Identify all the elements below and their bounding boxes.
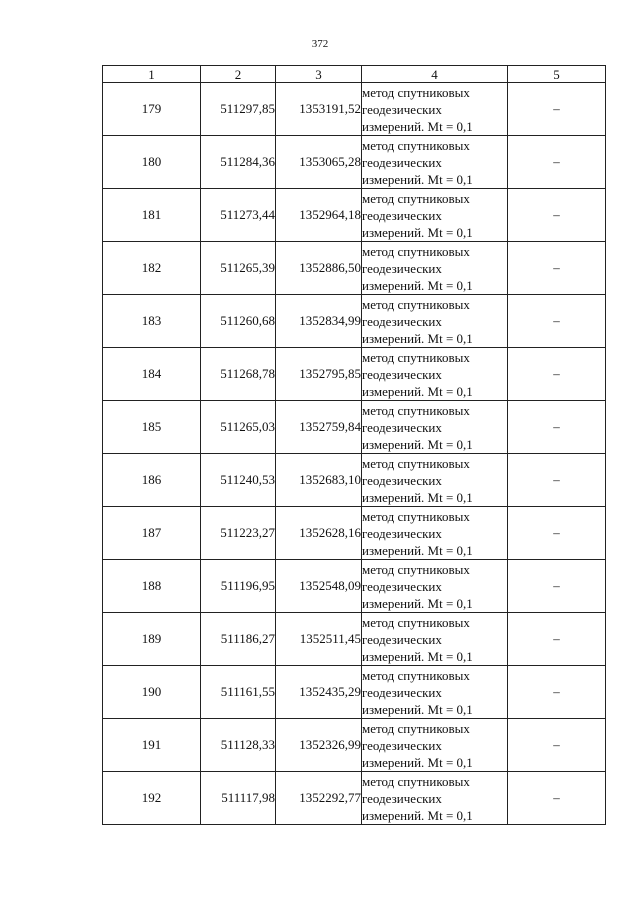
method-cell bbox=[362, 507, 508, 560]
x-coordinate-cell: 511265,39 bbox=[201, 242, 276, 295]
point-number-cell: 192 bbox=[103, 772, 201, 825]
point-number-cell: 180 bbox=[103, 136, 201, 189]
point-number-cell: 182 bbox=[103, 242, 201, 295]
point-number-cell: 179 bbox=[103, 83, 201, 136]
table-row bbox=[103, 719, 606, 772]
method-cell bbox=[362, 666, 508, 719]
x-coordinate-cell: 511268,78 bbox=[201, 348, 276, 401]
note-cell: – bbox=[508, 401, 606, 454]
method-line: метод спутниковых bbox=[362, 137, 470, 153]
method-line: измерений. Mt = 0,1 bbox=[362, 648, 473, 664]
point-number-cell: 190 bbox=[103, 666, 201, 719]
table-row bbox=[103, 295, 606, 348]
table-row bbox=[103, 666, 606, 719]
method-line: метод спутниковых bbox=[362, 243, 470, 259]
method-line: измерений. Mt = 0,1 bbox=[362, 595, 473, 611]
method-line: геодезических bbox=[362, 684, 442, 700]
method-cell bbox=[362, 454, 508, 507]
coordinates-table bbox=[102, 65, 606, 825]
y-coordinate-cell: 1352795,85 bbox=[276, 348, 362, 401]
method-line: геодезических bbox=[362, 790, 442, 806]
column-header-1: 1 bbox=[103, 66, 201, 83]
note-cell: – bbox=[508, 83, 606, 136]
note-cell: – bbox=[508, 613, 606, 666]
method-cell bbox=[362, 401, 508, 454]
method-cell bbox=[362, 772, 508, 825]
y-coordinate-cell: 1352886,50 bbox=[276, 242, 362, 295]
table-header-row bbox=[103, 66, 606, 83]
method-line: измерений. Mt = 0,1 bbox=[362, 807, 473, 823]
note-cell: – bbox=[508, 772, 606, 825]
method-line: геодезических bbox=[362, 525, 442, 541]
method-line: измерений. Mt = 0,1 bbox=[362, 330, 473, 346]
method-line: измерений. Mt = 0,1 bbox=[362, 383, 473, 399]
x-coordinate-cell: 511273,44 bbox=[201, 189, 276, 242]
method-cell bbox=[362, 719, 508, 772]
y-coordinate-cell: 1352326,99 bbox=[276, 719, 362, 772]
method-line: измерений. Mt = 0,1 bbox=[362, 436, 473, 452]
y-coordinate-cell: 1352511,45 bbox=[276, 613, 362, 666]
point-number-cell: 188 bbox=[103, 560, 201, 613]
x-coordinate-cell: 511186,27 bbox=[201, 613, 276, 666]
method-cell bbox=[362, 613, 508, 666]
method-line: геодезических bbox=[362, 472, 442, 488]
method-line: метод спутниковых bbox=[362, 349, 470, 365]
table-row bbox=[103, 772, 606, 825]
table-row bbox=[103, 136, 606, 189]
method-line: геодезических bbox=[362, 154, 442, 170]
note-cell: – bbox=[508, 507, 606, 560]
y-coordinate-cell: 1352834,99 bbox=[276, 295, 362, 348]
method-line: измерений. Mt = 0,1 bbox=[362, 754, 473, 770]
point-number-cell: 189 bbox=[103, 613, 201, 666]
method-line: геодезических bbox=[362, 366, 442, 382]
point-number-cell: 187 bbox=[103, 507, 201, 560]
method-line: измерений. Mt = 0,1 bbox=[362, 277, 473, 293]
column-header-5: 5 bbox=[508, 66, 606, 83]
method-cell bbox=[362, 242, 508, 295]
x-coordinate-cell: 511161,55 bbox=[201, 666, 276, 719]
method-line: метод спутниковых bbox=[362, 667, 470, 683]
method-line: метод спутниковых bbox=[362, 508, 470, 524]
y-coordinate-cell: 1352683,10 bbox=[276, 454, 362, 507]
method-line: геодезических bbox=[362, 207, 442, 223]
method-line: геодезических bbox=[362, 419, 442, 435]
y-coordinate-cell: 1352435,29 bbox=[276, 666, 362, 719]
point-number-cell: 191 bbox=[103, 719, 201, 772]
method-cell bbox=[362, 348, 508, 401]
method-line: метод спутниковых bbox=[362, 773, 470, 789]
x-coordinate-cell: 511196,95 bbox=[201, 560, 276, 613]
method-line: геодезических bbox=[362, 313, 442, 329]
method-line: измерений. Mt = 0,1 bbox=[362, 701, 473, 717]
method-line: геодезических bbox=[362, 631, 442, 647]
method-line: измерений. Mt = 0,1 bbox=[362, 542, 473, 558]
table-row bbox=[103, 401, 606, 454]
note-cell: – bbox=[508, 295, 606, 348]
table-row bbox=[103, 613, 606, 666]
page-number: 372 bbox=[311, 38, 329, 50]
method-line: метод спутниковых bbox=[362, 402, 470, 418]
y-coordinate-cell: 1352628,16 bbox=[276, 507, 362, 560]
x-coordinate-cell: 511223,27 bbox=[201, 507, 276, 560]
note-cell: – bbox=[508, 719, 606, 772]
table-row bbox=[103, 507, 606, 560]
y-coordinate-cell: 1352292,77 bbox=[276, 772, 362, 825]
note-cell: – bbox=[508, 348, 606, 401]
point-number-cell: 185 bbox=[103, 401, 201, 454]
method-line: геодезических bbox=[362, 101, 442, 117]
note-cell: – bbox=[508, 666, 606, 719]
table-row bbox=[103, 560, 606, 613]
method-line: геодезических bbox=[362, 737, 442, 753]
point-number-cell: 181 bbox=[103, 189, 201, 242]
column-header-4: 4 bbox=[362, 66, 508, 83]
method-line: геодезических bbox=[362, 578, 442, 594]
table-row bbox=[103, 454, 606, 507]
table-body bbox=[103, 83, 606, 825]
method-line: измерений. Mt = 0,1 bbox=[362, 224, 473, 240]
y-coordinate-cell: 1353191,52 bbox=[276, 83, 362, 136]
method-line: метод спутниковых bbox=[362, 561, 470, 577]
method-line: геодезических bbox=[362, 260, 442, 276]
method-cell bbox=[362, 83, 508, 136]
method-line: метод спутниковых bbox=[362, 614, 470, 630]
method-line: метод спутниковых bbox=[362, 455, 470, 471]
point-number-cell: 184 bbox=[103, 348, 201, 401]
method-line: измерений. Mt = 0,1 bbox=[362, 171, 473, 187]
note-cell: – bbox=[508, 189, 606, 242]
method-cell bbox=[362, 295, 508, 348]
column-header-3: 3 bbox=[276, 66, 362, 83]
method-line: метод спутниковых bbox=[362, 190, 470, 206]
table-row bbox=[103, 348, 606, 401]
method-line: метод спутниковых bbox=[362, 296, 470, 312]
x-coordinate-cell: 511117,98 bbox=[201, 772, 276, 825]
note-cell: – bbox=[508, 242, 606, 295]
x-coordinate-cell: 511297,85 bbox=[201, 83, 276, 136]
method-line: метод спутниковых bbox=[362, 84, 470, 100]
y-coordinate-cell: 1353065,28 bbox=[276, 136, 362, 189]
method-cell bbox=[362, 189, 508, 242]
table-row bbox=[103, 189, 606, 242]
method-line: метод спутниковых bbox=[362, 720, 470, 736]
note-cell: – bbox=[508, 454, 606, 507]
point-number-cell: 186 bbox=[103, 454, 201, 507]
table-row bbox=[103, 83, 606, 136]
x-coordinate-cell: 511128,33 bbox=[201, 719, 276, 772]
x-coordinate-cell: 511260,68 bbox=[201, 295, 276, 348]
y-coordinate-cell: 1352964,18 bbox=[276, 189, 362, 242]
method-line: измерений. Mt = 0,1 bbox=[362, 489, 473, 505]
method-cell bbox=[362, 560, 508, 613]
x-coordinate-cell: 511284,36 bbox=[201, 136, 276, 189]
note-cell: – bbox=[508, 560, 606, 613]
method-line: измерений. Mt = 0,1 bbox=[362, 118, 473, 134]
table-row bbox=[103, 242, 606, 295]
column-header-2: 2 bbox=[201, 66, 276, 83]
x-coordinate-cell: 511265,03 bbox=[201, 401, 276, 454]
y-coordinate-cell: 1352759,84 bbox=[276, 401, 362, 454]
method-cell bbox=[362, 136, 508, 189]
x-coordinate-cell: 511240,53 bbox=[201, 454, 276, 507]
y-coordinate-cell: 1352548,09 bbox=[276, 560, 362, 613]
point-number-cell: 183 bbox=[103, 295, 201, 348]
note-cell: – bbox=[508, 136, 606, 189]
